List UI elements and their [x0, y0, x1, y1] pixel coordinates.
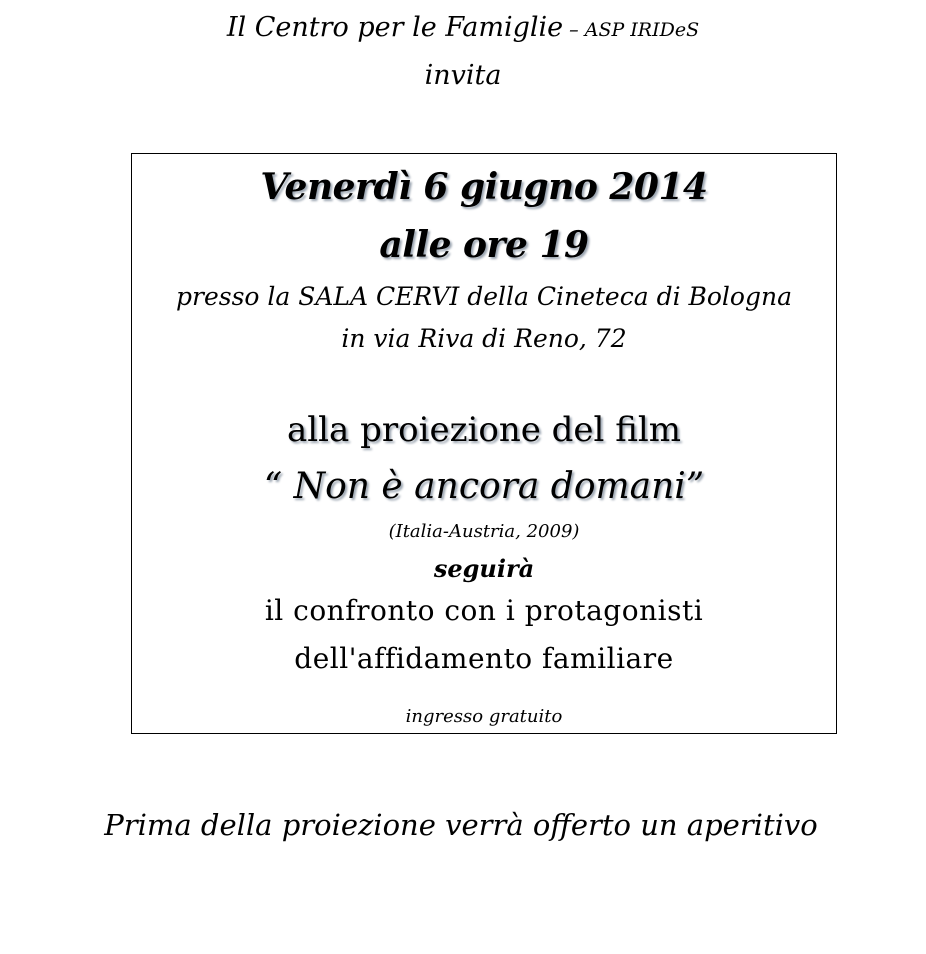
free-entry-note: ingresso gratuito — [405, 706, 563, 727]
film-meta: (Italia-Austria, 2009) — [388, 521, 580, 542]
organizer-name: Il Centro per le Famiglie — [226, 12, 564, 43]
event-address: in via Riva di Reno, 72 — [341, 324, 627, 353]
event-time: alle ore 19 — [379, 224, 589, 266]
event-box — [131, 153, 837, 734]
film-title: “ Non è ancora domani” — [263, 466, 705, 507]
aperitif-note: Prima della proiezione verrà offerto un aperitivo — [104, 808, 818, 842]
discussion-line-2: dell'affidamento familiare — [294, 642, 674, 675]
organizer-heading — [0, 12, 926, 43]
organizer-dash: – — [563, 19, 585, 41]
follow-text: seguirà — [433, 554, 535, 583]
film-intro: alla proiezione del film — [286, 410, 682, 450]
invite-word: invita — [424, 60, 502, 91]
event-venue: presso la SALA CERVI della Cineteca di Bologna — [175, 282, 792, 311]
discussion-line-1: il confronto con i protagonisti — [264, 594, 704, 627]
organizer-asp: ASP IRIDeS — [584, 19, 700, 41]
event-date: Venerdì 6 giugno 2014 — [260, 166, 708, 208]
